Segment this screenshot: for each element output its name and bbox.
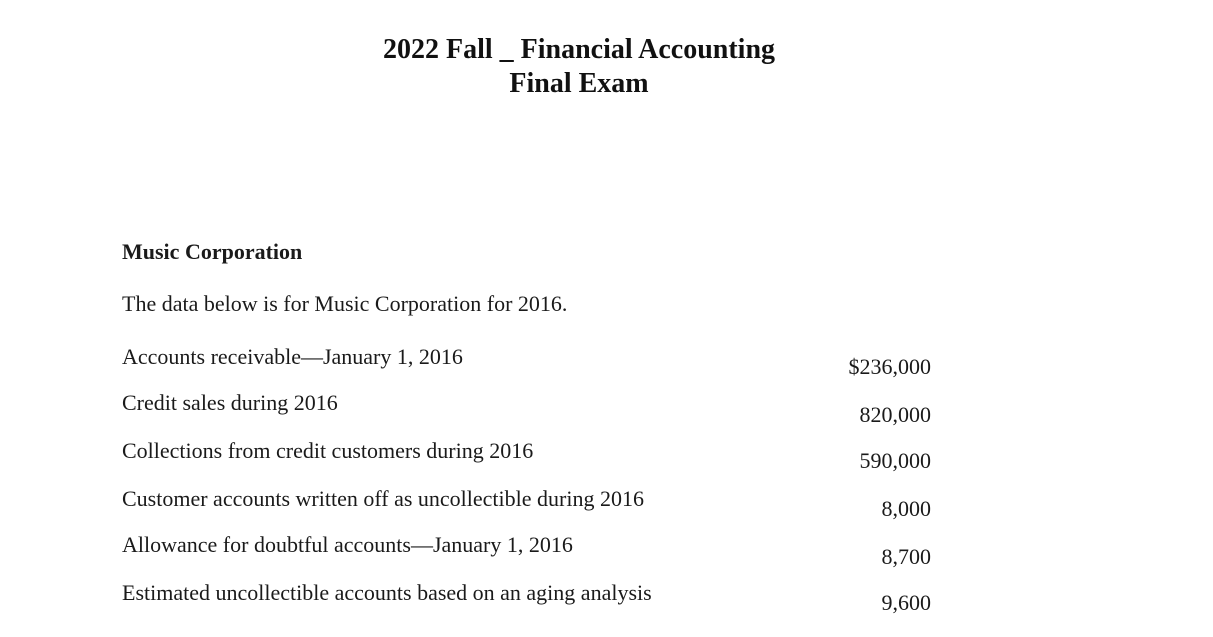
row-label-credit-sales: Credit sales during 2016 [122,390,338,415]
title-line-exam: Final Exam [509,68,649,99]
row-label-estimated-uncollectible: Estimated uncollectible accounts based on an aging analysis [122,580,652,605]
row-value-allowance: 8,700 [881,544,931,569]
page-title [0,33,1158,101]
row-label-collections: Collections from credit customers during 2016 [122,438,534,463]
title-line-course: 2022 Fall _ Financial Accounting [382,34,776,65]
row-value-collections: 590,000 [859,448,931,473]
row-value-written-off: 8,000 [881,496,931,521]
row-label-written-off: Customer accounts written off as uncollectible during 2016 [122,486,644,511]
row-value-credit-sales: 820,000 [859,402,931,427]
intro-text: The data below is for Music Corporation for 2016. [122,291,568,316]
company-heading: Music Corporation [122,239,303,264]
row-value-estimated-uncollectible: 9,600 [881,590,931,615]
row-label-allowance: Allowance for doubtful accounts—January 1, 2016 [122,532,573,557]
row-label-accounts-receivable: Accounts receivable—January 1, 2016 [122,344,463,369]
row-value-accounts-receivable: $236,000 [848,354,931,379]
